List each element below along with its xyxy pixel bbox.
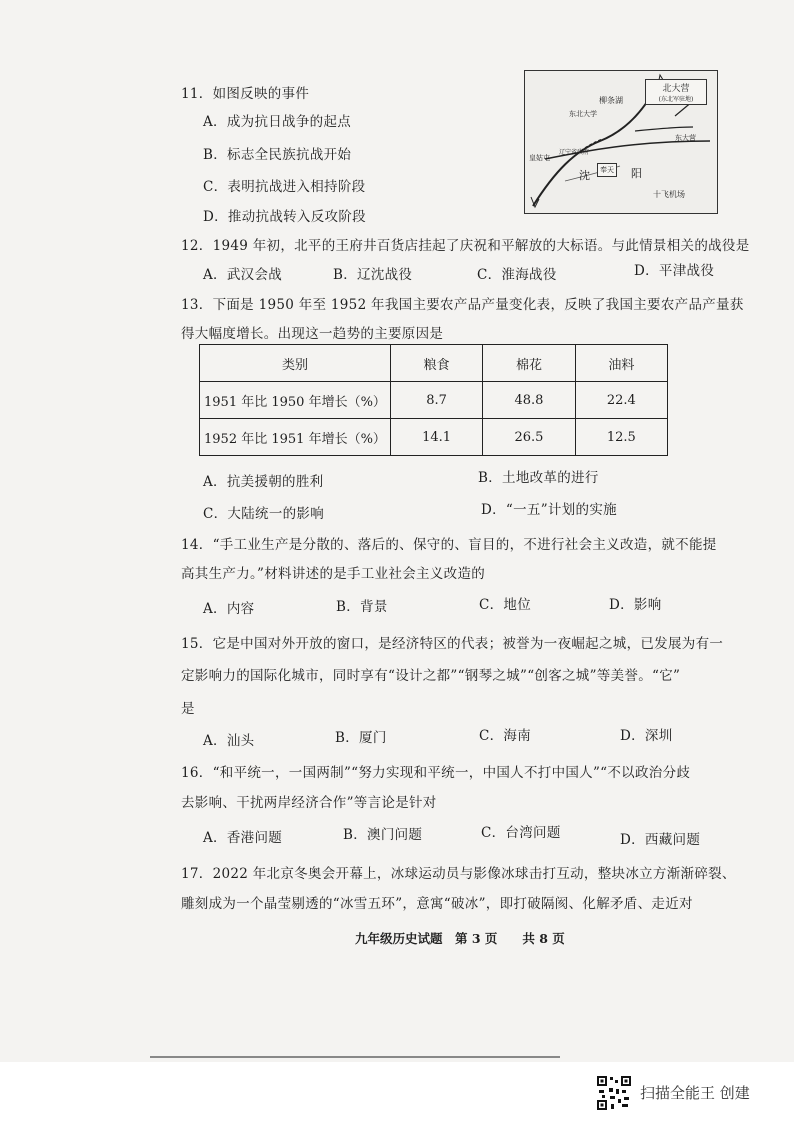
q11-option-a: A．成为抗日战争的起点 xyxy=(203,114,352,130)
table-cell: 26.5 xyxy=(483,419,575,456)
q11-option-d: D．推动抗战转入反攻阶段 xyxy=(203,209,366,225)
q16-option-a: A．香港问题 xyxy=(203,830,283,846)
table-cell: 14.1 xyxy=(390,419,482,456)
q12-option-c: C．淮海战役 xyxy=(477,267,557,283)
q13-option-d: D．“一五”计划的实施 xyxy=(481,502,617,518)
q13-option-b: B．土地改革的进行 xyxy=(478,470,599,486)
q15-option-d: D．深圳 xyxy=(620,728,673,744)
table-row xyxy=(200,419,668,456)
q14-stem-line1: 14．“手工业生产是分散的、落后的、保守的、盲目的，不进行社会主义改造，就不能提 xyxy=(181,537,717,553)
map-station: 皇姑屯 xyxy=(529,154,550,162)
q16-option-c: C．台湾问题 xyxy=(481,825,561,841)
q14-option-d: D．影响 xyxy=(609,597,662,613)
q12-stem: 12．1949 年初，北平的王府井百货店挂起了庆祝和平解放的大标语。与此情景相关的战役是 xyxy=(181,238,750,254)
q15-stem-line1: 15．它是中国对外开放的窗口，是经济特区的代表；被誉为一夜崛起之城，已发展为有一 xyxy=(181,636,724,652)
q14-option-a: A．内容 xyxy=(203,601,255,617)
q14-option-b: B．背景 xyxy=(336,599,388,615)
q11-option-b: B．标志全民族抗战开始 xyxy=(203,147,352,163)
q15-option-c: C．海南 xyxy=(479,728,532,744)
table-header-oil: 油料 xyxy=(575,345,667,382)
q12-option-b: B．辽沈战役 xyxy=(333,267,413,283)
map-north-camp-note: (东北军驻地) xyxy=(658,96,694,103)
q17-stem-line2: 雕刻成为一个晶莹剔透的“冰雪五环”，意寓“破冰”，即打破隔阂、化解矛盾、走近对 xyxy=(181,896,693,912)
q17-stem-line1: 17．2022 年北京冬奥会开幕上，冰球运动员与影像冰球击打互动，整块冰立方渐渐碎裂、 xyxy=(181,866,736,882)
q16-option-d: D．西藏问题 xyxy=(620,832,701,848)
page-footer: 九年级历史试题 第 3 页 共 8 页 xyxy=(355,931,565,946)
scan-edge-line xyxy=(150,1056,560,1058)
q16-option-b: B．澳门问题 xyxy=(343,827,423,843)
table-header-cotton: 棉花 xyxy=(483,345,575,382)
q12-option-d: D．平津战役 xyxy=(634,263,715,279)
map-small-box: 奉天 xyxy=(597,163,617,177)
map-liaoning-gov: 辽宁省政府 xyxy=(559,149,590,156)
q13-stem-line1: 13．下面是 1950 年至 1952 年我国主要农产品产量变化表，反映了我国主要农产品产量获 xyxy=(181,297,744,313)
scanner-brand: 扫描全能王 创建 xyxy=(640,1084,750,1102)
q15-option-b: B．厦门 xyxy=(335,730,387,746)
table-row xyxy=(200,382,668,419)
table-header-row xyxy=(200,345,668,382)
q11-stem: 11．如图反映的事件 xyxy=(181,86,310,102)
map-airport: 十飞机场 xyxy=(653,190,685,199)
table-cell: 48.8 xyxy=(483,382,575,419)
table-cell: 22.4 xyxy=(575,382,667,419)
table-header-category: 类别 xyxy=(200,345,391,382)
map-north-camp-box xyxy=(645,79,707,105)
map-northeast-univ: 东北大学 xyxy=(569,110,597,118)
q11-option-c: C．表明抗战进入相持阶段 xyxy=(203,179,366,195)
table-cell: 1951 年比 1950 年增长（%） xyxy=(200,382,391,419)
qr-code-icon xyxy=(596,1075,632,1111)
q13-production-table xyxy=(199,344,668,456)
q16-stem-line2: 去影响、干扰两岸经济合作”等言论是针对 xyxy=(181,795,437,811)
q13-stem-line2: 得大幅度增长。出现这一趋势的主要原因是 xyxy=(181,326,444,342)
q15-option-a: A．汕头 xyxy=(203,733,255,749)
table-cell: 12.5 xyxy=(575,419,667,456)
q16-stem-line1: 16．“和平统一，一国两制”“努力实现和平统一，中国人不打中国人”“不以政治分歧 xyxy=(181,765,691,781)
q15-stem-line2: 定影响力的国际化城市，同时享有“设计之都”“钢琴之城”“创客之城”等美誉。“它” xyxy=(181,668,681,684)
q12-option-a: A．武汉会战 xyxy=(203,267,283,283)
map-dongdaying: 东大营 xyxy=(675,134,696,142)
table-cell: 1952 年比 1951 年增长（%） xyxy=(200,419,391,456)
map-city-left: 沈 xyxy=(579,169,590,182)
q15-stem-line3: 是 xyxy=(181,701,195,717)
table-header-grain: 粮食 xyxy=(390,345,482,382)
q13-option-a: A．抗美援朝的胜利 xyxy=(203,474,324,490)
q11-map-figure xyxy=(524,70,718,214)
q14-option-c: C．地位 xyxy=(479,597,532,613)
map-north-camp: 北大营 xyxy=(662,84,690,94)
q14-stem-line2: 高其生产力。”材料讲述的是手工业社会主义改造的 xyxy=(181,566,486,582)
map-city-right: 阳 xyxy=(631,167,642,180)
map-liutiaohu: 柳条湖 xyxy=(599,96,623,105)
table-cell: 8.7 xyxy=(390,382,482,419)
q13-option-c: C．大陆统一的影响 xyxy=(203,506,325,522)
